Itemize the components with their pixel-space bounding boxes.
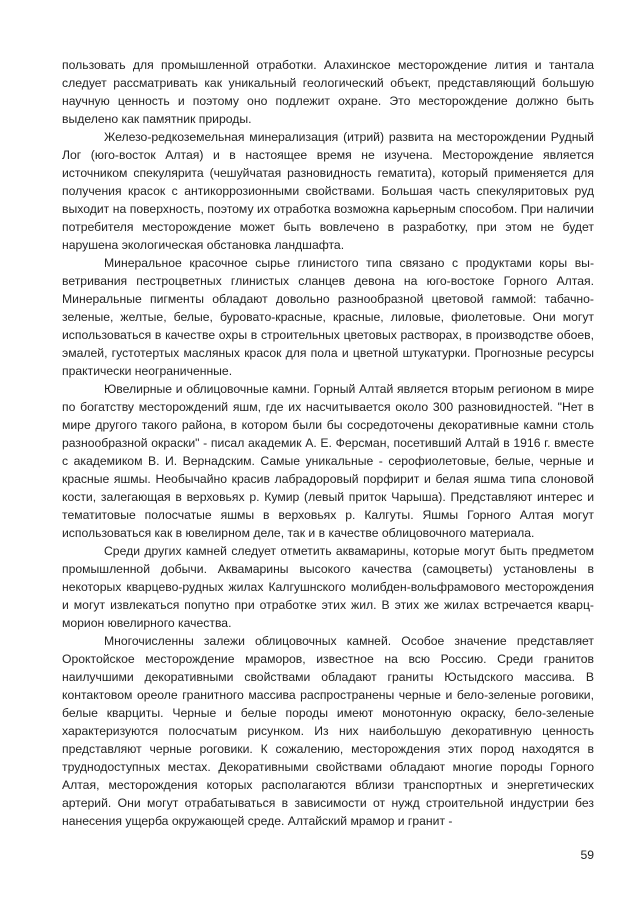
document-page (62, 56, 594, 830)
paragraph-aquamarines: Среди других камней следует отметить аквамарины, которые могут быть предметом промышленной добычи. Аквамарины высокого качества (самоцветы) установлены в некоторых кварцево-рудных жилах Калгушнского молибден-вольфрамового месторождения и могут извлекаться попутно при отработке этих жил. В этих же жилах встречается кварц-морион ювелирного качества. (62, 544, 594, 630)
paragraph-facing-stones: Многочисленны залежи облицовочных камней. Особое значение представляет Ороктойское месторождение мраморов, известное на всю Россию. Среди гранитов наилучшими декоративными свойствами обладают граниты Юстыдского массива. В контактовом ореоле гранитного массива распространены черные и бело-зеленые роговики, белые кварциты. Черные и белые породы имеют монотонную окраску, бело-зеленые характеризуются полосчатым рисунком. Из них наибольшую декоративную ценность представляют черные роговики. К сожалению, месторождения этих пород находятся в труднодоступных местах. Декоративными свойствами обладают многие породы Горного Алтая, месторождения которых располагаются вблизи транспортных и энергетических артерий. Они могут отрабатываться в зависимости от нужд строительной индустрии без нанесения ущерба окружающей среде. Алтайский мрамор и гранит - (62, 634, 594, 828)
paragraph-jewelry-stones: Ювелирные и облицовочные камни. Горный Алтай является вторым регионом в мире по богатству месторождений яшм, где их насчитывается около 300 разновидностей. "Нет в мире другого такого района, в котором были бы сосредоточены декоративные камни столь разнообразной окраски" - писал академик А. Е. Ферсман, посетивший Алтай в 1916 г. вместе с академиком В. И. Вернадским. Самые уникальные - серофиолетовые, белые, черные и красные яшмы. Необычайно красив лабрадоровый порфирит и белая яшма типа слоновой кости, залегающая в верховьях р. Кумир (левый приток Чарыша). Представляют интерес и тематитовые полосчатые яшмы в верховьях р. Калгуты. Яшмы Горного Алтая могут использоваться как в ювелирном деле, так и в качестве облицовочного материала. (62, 382, 594, 540)
paragraph-mineral-pigments: Минеральное красочное сырье глинистого типа связано с продуктами коры выветривания пестроцветных глинистых сланцев девона на юго-востоке Горного Алтая. Минеральные пигменты обладают довольно разнообразной цветовой гаммой: табачно-зеленые, желтые, белые, буровато-красные, красные, лиловые, фиолетовые. Они могут использоваться в качестве охры в строительных цветовых растворах, в производстве обоев, эмалей, густотертых масляных красок для пола и цветной штукатурки. Прогнозные ресурсы практически неограниченные. (62, 256, 594, 378)
paragraph-iron-rare-earth: Железо-редкоземельная минерализация (итрий) развита на месторождении Рудный Лог (юго-восток Алтая) и в настоящее время не изучена. Месторождение является источником спекулярита (чешуйчатая разновидность гематита), который применяется для получения красок с антикоррозионными свойствами. Большая часть спекуляритовых руд выходит на поверхность, поэтому их отработка возможна карьерным способом. При наличии потребителя месторождение может быть вовлечено в разработку, при этом не будет нарушена экологическая обстановка ландшафта. (62, 130, 594, 252)
paragraph-lithium-deposit: пользовать для промышленной отработки. Алахинское месторождение лития и тантала следует рассматривать как уникальный геологический объект, представляющий большую научную ценность и поэтому оно подлежит охране. Это месторождение должно быть выделено как памятник природы. (62, 58, 594, 126)
page-number: 59 (580, 848, 594, 862)
